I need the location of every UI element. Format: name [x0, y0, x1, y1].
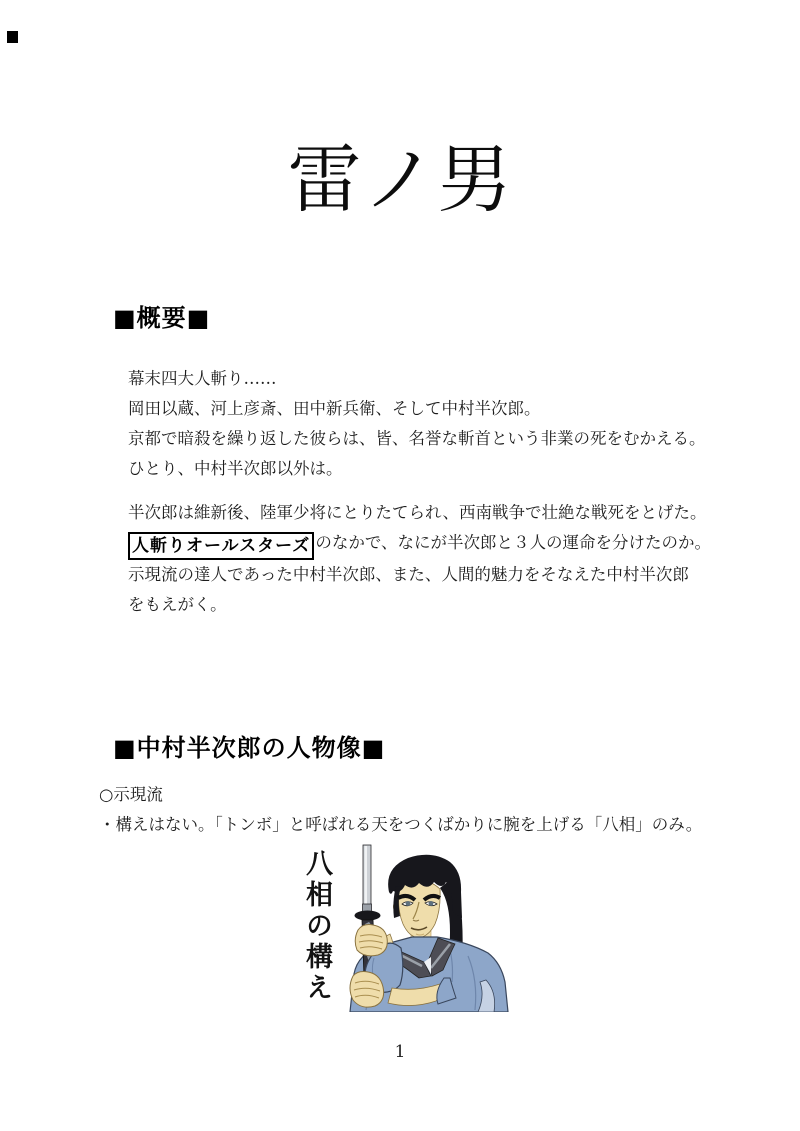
paragraph-line-rest: のなかで、なにが半次郎と３人の運命を分けたのか。 — [315, 533, 711, 552]
hassou-no-kamae-caption: 八相の構え — [301, 849, 332, 1004]
left-iris — [406, 901, 411, 906]
boxed-term: 人斬りオールスターズ — [128, 532, 314, 560]
character-heading: ■中村半次郎の人物像■ — [113, 734, 386, 762]
jigenryu-label: ○示現流 — [99, 785, 163, 804]
katana-blade-highlight — [365, 846, 368, 912]
paragraph-line: ひとり、中村半次郎以外は。 — [128, 459, 343, 478]
document-title: 雷ノ男 — [287, 137, 513, 223]
katana-tsuba — [355, 911, 381, 921]
paragraph-line — [128, 528, 711, 560]
overview-paragraph-2 — [128, 498, 711, 620]
overview-paragraph-1 — [128, 364, 706, 484]
paragraph-line: 京都で暗殺を繰り返した彼らは、皆、名誉な斬首という非業の死をむかえる。 — [128, 429, 706, 448]
right-iris — [429, 901, 434, 906]
character-notes — [99, 780, 702, 840]
paragraph-line: をもえがく。 — [128, 595, 227, 614]
paragraph-line: 半次郎は維新後、陸軍少将にとりたてられ、西南戦争で壮絶な戦死をとげた。 — [128, 503, 707, 522]
paragraph-line: 示現流の達人であった中村半次郎、また、人間的魅力をそなえた中村半次郎 — [128, 565, 689, 584]
overview-heading: ■概要■ — [113, 304, 211, 332]
paragraph-line: 岡田以蔵、河上彦斎、田中新兵衛、そして中村半次郎。 — [128, 399, 541, 418]
page-number: 1 — [394, 1042, 406, 1062]
corner-mark-square — [7, 31, 18, 43]
upper-fist — [355, 925, 387, 956]
paragraph-line: 幕末四大人斬り…… — [128, 369, 277, 388]
stance-bullet: ・構えはない。「トンボ」と呼ばれる天をつくばかりに腕を上げる「八相」のみ。 — [99, 815, 703, 834]
